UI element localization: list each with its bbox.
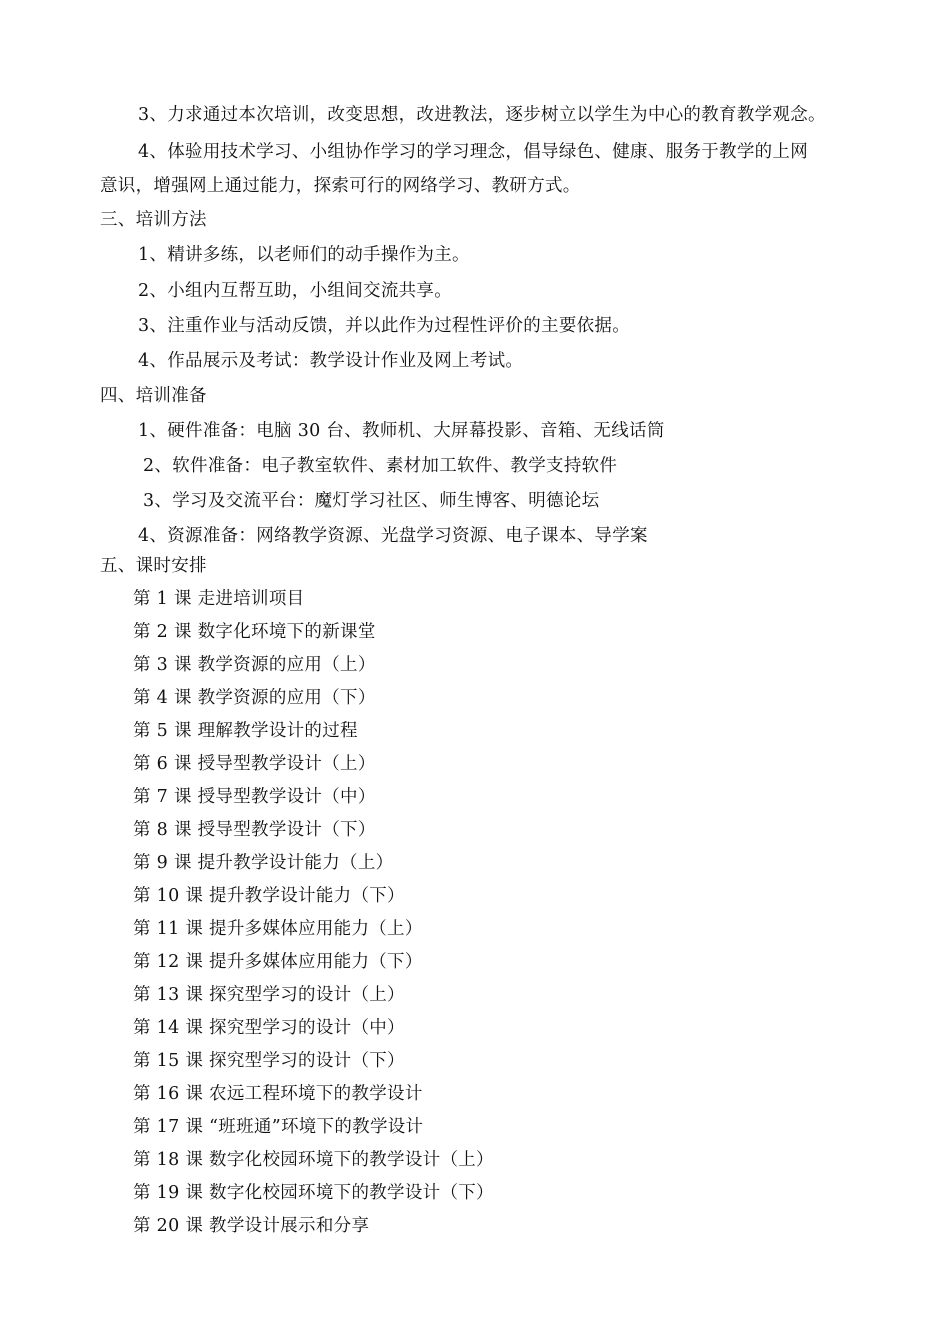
lesson-item: 第 5 课 理解教学设计的过程 xyxy=(133,721,358,741)
preparation-item-2: 2、软件准备：电子教室软件、素材加工软件、教学支持软件 xyxy=(143,456,618,476)
preparation-item-1: 1、硬件准备：电脑 30 台、教师机、大屏幕投影、音箱、无线话筒 xyxy=(138,421,665,441)
lesson-item: 第 18 课 数字化校园环境下的教学设计（上） xyxy=(133,1150,494,1170)
lesson-item: 第 17 课 “班班通”环境下的教学设计 xyxy=(133,1117,424,1137)
lesson-item: 第 2 课 数字化环境下的新课堂 xyxy=(133,622,376,642)
section-heading-preparation: 四、培训准备 xyxy=(100,386,207,406)
lesson-item: 第 15 课 探究型学习的设计（下） xyxy=(133,1051,405,1071)
section-heading-methods: 三、培训方法 xyxy=(100,210,207,230)
lesson-item: 第 6 课 授导型教学设计（上） xyxy=(133,754,376,774)
lesson-item: 第 13 课 探究型学习的设计（上） xyxy=(133,985,405,1005)
lesson-item: 第 7 课 授导型教学设计（中） xyxy=(133,787,376,807)
preparation-item-4: 4、资源准备：网络教学资源、光盘学习资源、电子课本、导学案 xyxy=(138,526,648,546)
objective-item-3: 3、力求通过本次培训，改变思想，改进教法，逐步树立以学生为中心的教育教学观念。 xyxy=(138,105,826,125)
preparation-item-3: 3、学习及交流平台：魔灯学习社区、师生博客、明德论坛 xyxy=(143,491,600,511)
lesson-item: 第 16 课 农远工程环境下的教学设计 xyxy=(133,1084,423,1104)
method-item-2: 2、小组内互帮互助，小组间交流共享。 xyxy=(138,281,453,301)
lesson-item: 第 11 课 提升多媒体应用能力（上） xyxy=(133,919,423,939)
lesson-item: 第 8 课 授导型教学设计（下） xyxy=(133,820,376,840)
lesson-item: 第 20 课 教学设计展示和分享 xyxy=(133,1216,370,1236)
lesson-item: 第 4 课 教学资源的应用（下） xyxy=(133,688,376,708)
method-item-3: 3、注重作业与活动反馈，并以此作为过程性评价的主要依据。 xyxy=(138,316,631,336)
lesson-item: 第 12 课 提升多媒体应用能力（下） xyxy=(133,952,423,972)
method-item-4: 4、作品展示及考试：教学设计作业及网上考试。 xyxy=(138,351,524,371)
lesson-item: 第 19 课 数字化校园环境下的教学设计（下） xyxy=(133,1183,494,1203)
lesson-item: 第 10 课 提升教学设计能力（下） xyxy=(133,886,405,906)
lesson-item: 第 14 课 探究型学习的设计（中） xyxy=(133,1018,405,1038)
method-item-1: 1、精讲多练，以老师们的动手操作为主。 xyxy=(138,245,470,265)
section-heading-schedule: 五、课时安排 xyxy=(100,556,207,576)
lesson-item: 第 3 课 教学资源的应用（上） xyxy=(133,655,376,675)
objective-item-4: 4、体验用技术学习、小组协作学习的学习理念，倡导绿色、健康、服务于教学的上网 xyxy=(138,142,809,162)
objective-item-4-continued: 意识，增强网上通过能力，探索可行的网络学习、教研方式。 xyxy=(100,176,581,196)
lesson-item: 第 1 课 走进培训项目 xyxy=(133,589,305,609)
lesson-item: 第 9 课 提升教学设计能力（上） xyxy=(133,853,394,873)
